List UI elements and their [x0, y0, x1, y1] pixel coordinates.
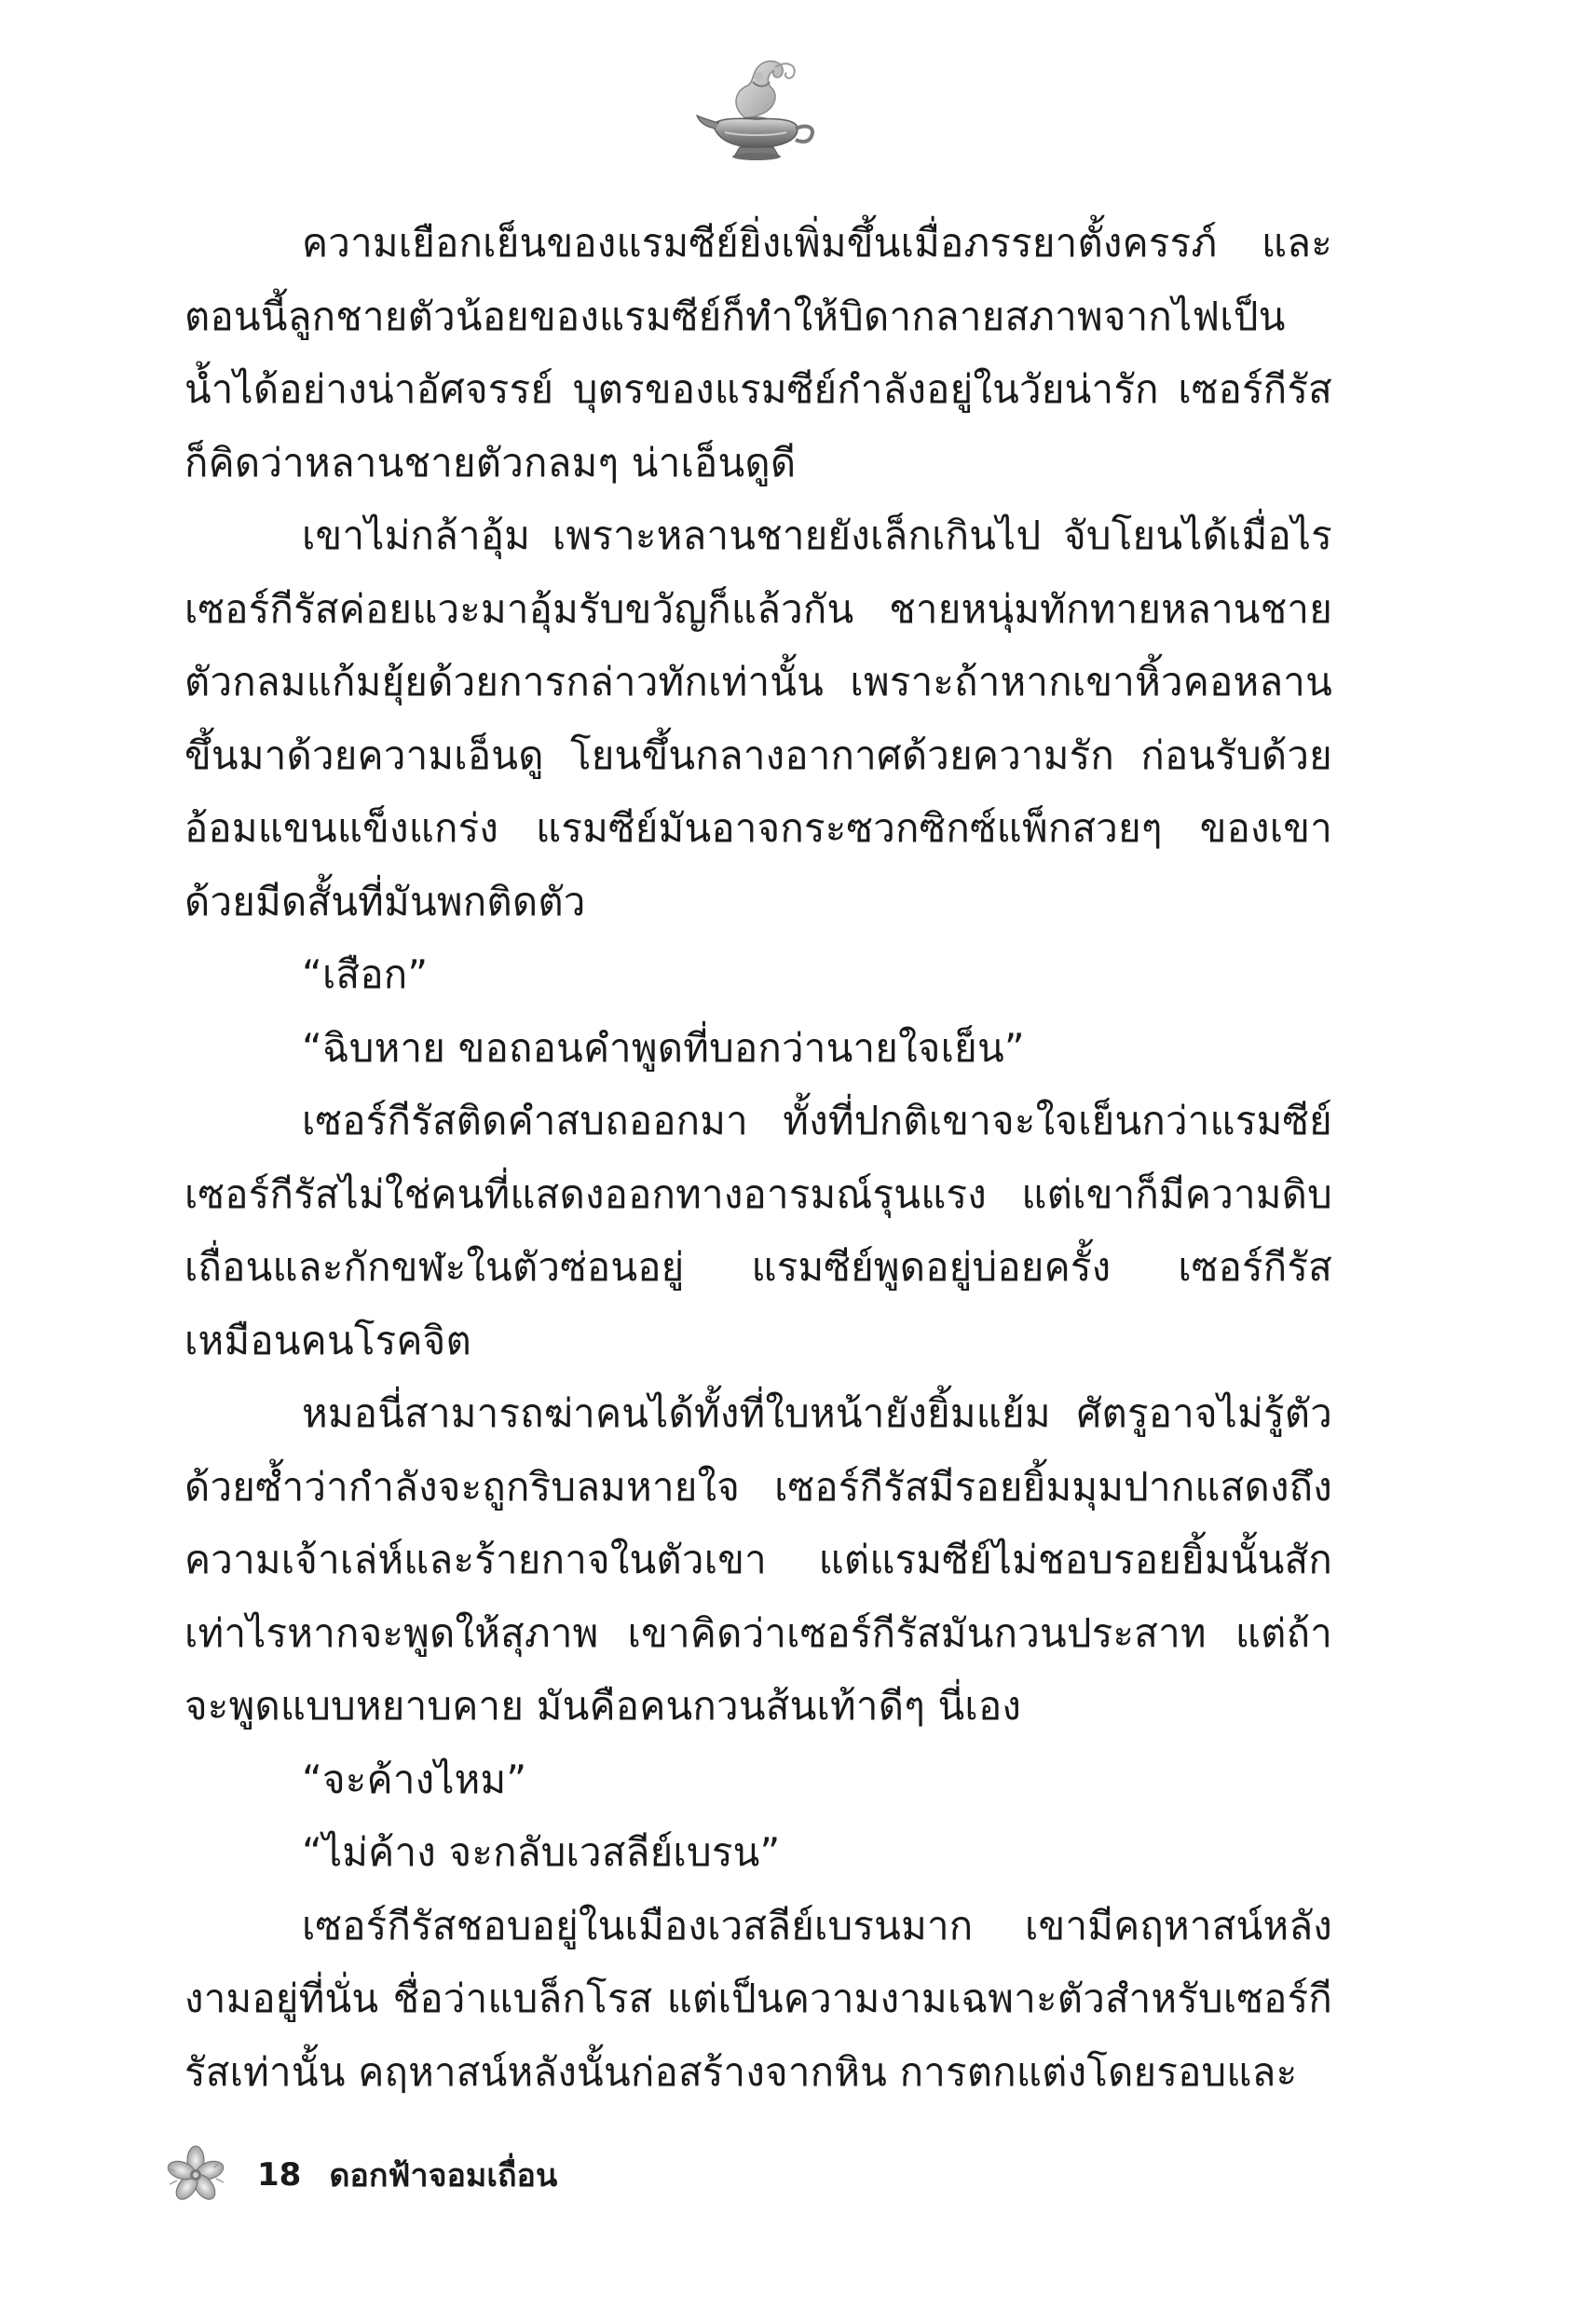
paragraph: เขาไม่กล้าอุ้ม เพราะหลานชายยังเล็กเกินไป จับโยนได้เมื่อไรเซอร์กีรัสค่อยแวะมาอุ้มรับขวัญก็แล้วกัน ชายหนุ่มทักทายหลานชายตัวกลมแก้มยุ้ยด้วยการกล่าวทักเท่านั้น เพราะถ้าหากเขาหิ้วคอหลานขึ้นมาด้วยความเอ็นดู โยนขึ้นกลางอากาศด้วยความรัก ก่อนรับด้วยอ้อมแขนแข็งแกร่ง แรมซีย์มันอาจกระซวกซิกซ์แพ็กสวยๆ ของเขาด้วยมีดสั้นที่มันพกติดตัว [184, 513, 1332, 924]
paragraph: หมอนี่สามารถฆ่าคนได้ทั้งที่ใบหน้ายังยิ้มแย้ม ศัตรูอาจไม่รู้ตัวด้วยซ้ำว่ากำลังจะถูกริบลมหายใจ เซอร์กีรัสมีรอยยิ้มมุมปากแสดงถึงความเจ้าเล่ห์และร้ายกาจในตัวเขา แต่แรมซีย์ไม่ชอบรอยยิ้มนั้นสักเท่าไรหากจะพูดให้สุภาพ เขาคิดว่าเซอร์กีรัสมันกวนประสาท แต่ถ้าจะพูดแบบหยาบคาย มันคือคนกวนส้นเท้าดีๆ นี่เอง [184, 1390, 1332, 1729]
dialogue-line: “ฉิบหาย ขอถอนคำพูดที่บอกว่านายใจเย็น” [302, 1024, 1025, 1071]
flower-icon [164, 2144, 227, 2206]
page-number: 18 [257, 2156, 302, 2194]
dialogue-line: “ไม่ค้าง จะกลับเวสลีย์เบรน” [302, 1829, 781, 1875]
paragraph: เซอร์กีรัสติดคำสบถออกมา ทั้งที่ปกติเขาจะใจเย็นกว่าแรมซีย์ เซอร์กีรัสไม่ใช่คนที่แสดงออกทางอารมณ์รุนแรง แต่เขาก็มีความดิบเถื่อนและกักขฬะในตัวซ่อนอยู่ แรมซีย์พูดอยู่บ่อยครั้ง เซอร์กีรัสเหมือนคนโรคจิต [184, 1098, 1332, 1363]
dialogue-line: “จะค้างไหม” [302, 1756, 527, 1802]
dialogue-line: “เสือก” [302, 951, 429, 997]
paragraph: ความเยือกเย็นของแรมซีย์ยิ่งเพิ่มขึ้นเมื่อภรรยาตั้งครรภ์ และตอนนี้ลูกชายตัวน้อยของแรมซีย์ก็ทำให้บิดากลายสภาพจากไฟเป็นน้ำได้อย่างน่าอัศจรรย์ บุตรของแรมซีย์กำลังอยู่ในวัยน่ารัก เซอร์กีรัสก็คิดว่าหลานชายตัวกลมๆ น่าเอ็นดูดี [184, 220, 1332, 485]
chapter-text [184, 207, 1332, 2109]
page-footer [164, 2141, 557, 2208]
paragraph: เซอร์กีรัสชอบอยู่ในเมืองเวสลีย์เบรนมาก เขามีคฤหาสน์หลังงามอยู่ที่นั่น ชื่อว่าแบล็กโรส แต่เป็นความงามเฉพาะตัวสำหรับเซอร์กีรัสเท่านั้น คฤหาสน์หลังนั้นก่อสร้างจากหิน การตกแต่งโดยรอบและ [184, 1902, 1332, 2095]
genie-lamp-ornament-icon [693, 54, 824, 164]
book-title: ดอกฟ้าจอมเถื่อน [329, 2157, 558, 2195]
